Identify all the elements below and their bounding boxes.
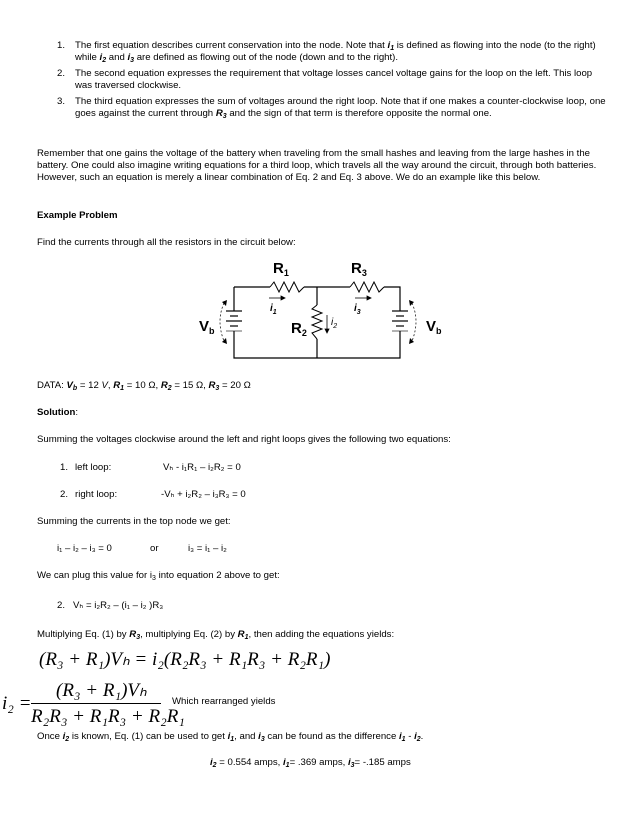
r2-resistor (312, 305, 322, 339)
note-number: 2. (57, 68, 66, 79)
combined-equation: (R₃ + R₁)Vₕ = i₂(R₂R₃ + R₁R₃ + R₂R₁) (39, 649, 331, 670)
plug-text: We can plug this value for $i_3$ into equation 2 above to get: (37, 570, 280, 582)
vb-right-label: $V_b$ (426, 318, 442, 336)
fraction-numerator: (R₃ + R₁)Vₕ (56, 680, 147, 701)
example-prompt: Find the currents through all the resistors in the circuit below: (37, 237, 296, 248)
vb-left-label: $V_b$ (199, 318, 215, 336)
remember-paragraph: Remember that one gains the voltage of the battery when traveling from the small hashes and leaving from the large hashes in the battery. One could also imagine writing equations for a third loop, which travels all the way around the circuit, through both batteries. However, such an equation is merely a linear combination of Eq. 2 and Eq. 3 above. We do an example like this below. (37, 148, 597, 184)
node-equation: i₁ – i₂ – i₃ = 0 or i₃ = i₁ – i₂ (57, 543, 227, 554)
i3-label: $i_3$ (354, 303, 361, 316)
multiply-text: Multiplying Eq. (1) by $R_3$, multiplying Eq. (2) by $R_1$, then adding the equations yields: (37, 629, 395, 641)
solution-label: Solution: (37, 407, 79, 418)
fraction-denominator: R₂R₃ + R₁R₃ + R₂R₁ (31, 706, 185, 727)
loop-eq-1: 1. left loop: Vₕ - i₁R₁ – i₂R₂ = 0 (60, 462, 241, 473)
note-number: 3. (57, 96, 66, 107)
circuit-diagram (190, 255, 450, 370)
note-number: 1. (57, 40, 66, 51)
r3-resistor (350, 282, 384, 292)
left-battery (226, 311, 242, 331)
r2-label: $R_2$ (291, 320, 307, 338)
r1-label: $R_1$ (273, 260, 289, 278)
notes-list (57, 40, 607, 124)
right-battery (392, 311, 408, 331)
fraction-lhs: i₂ = (2, 693, 32, 714)
r1-resistor (270, 282, 304, 292)
note-2: 2. The second equation expresses the requirement that voltage losses cancel voltage gains for the loop on the left. This loop was traversed clockwise. (57, 68, 593, 91)
loop-eq-2: 2. right loop: -Vₕ + i₂R₂ – i₃R₃ = 0 (60, 489, 246, 500)
substituted-eq-2: 2. Vₕ = i₂R₂ – (i₁ – i₂ )R₃ (57, 600, 164, 611)
example-heading: Example Problem (37, 210, 118, 221)
summing-currents-text: Summing the currents in the top node we get: (37, 516, 231, 527)
answer-line: $i_2 = 0.554$ amps, $i_1= .369$ amps, $i_3= -.185$ amps (210, 757, 411, 769)
rearranged-text: Which rearranged yields (172, 696, 276, 707)
note-3: 3. The third equation expresses the sum of voltages around the right loop. Note that if one makes a counter-clockwise loop, one goes against the current through $R_3$ and the sign of that term is therefore opposite the normal one. (57, 96, 606, 120)
summing-loops-text: Summing the voltages clockwise around the left and right loops gives the following two equations: (37, 434, 451, 445)
data-line: DATA: $V_b = 12$ V, $R_1 = 10$ Ω, $R_2 = 15$ Ω, $R_3 = 20$ Ω (37, 380, 251, 392)
note-1: 1. The first equation describes current conservation into the node. Note that $i_1$ is defined as flowing into the node (to the right) while $i_2$ and $i_3$ are defined as flowing out of the node (down and to the right). (57, 40, 596, 64)
i2-label: $i_2$ (331, 317, 338, 330)
once-text: Once $i_2$ is known, Eq. (1) can be used to get $i_1$, and $i_3$ can be found as the difference $i_1 - i_2$. (37, 731, 424, 743)
i1-label: $i_1$ (270, 303, 277, 316)
fraction-bar (31, 703, 161, 704)
r3-label: $R_3$ (351, 260, 367, 278)
